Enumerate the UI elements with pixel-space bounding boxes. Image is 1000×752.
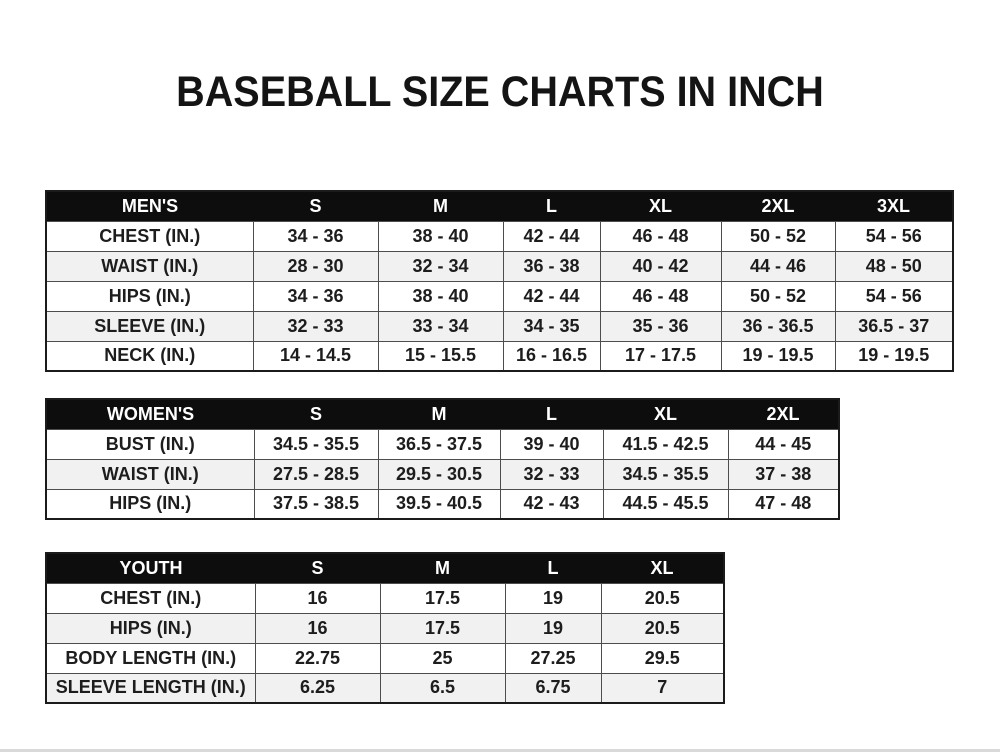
column-header: 2XL — [728, 399, 839, 429]
column-header: S — [253, 191, 378, 221]
size-value-cell: 22.75 — [255, 643, 380, 673]
row-label: HIPS (IN.) — [46, 489, 254, 519]
column-header: L — [503, 191, 600, 221]
size-value-cell: 27.5 - 28.5 — [254, 459, 378, 489]
row-label: HIPS (IN.) — [46, 613, 255, 643]
size-value-cell: 16 — [255, 583, 380, 613]
table-row — [46, 341, 953, 371]
size-value-cell: 54 - 56 — [835, 221, 953, 251]
size-value-cell: 39 - 40 — [500, 429, 603, 459]
size-value-cell: 34 - 35 — [503, 311, 600, 341]
table-row — [46, 673, 724, 703]
table-header-row — [46, 399, 839, 429]
page-title: BASEBALL SIZE CHARTS IN INCH — [176, 68, 824, 116]
column-header: YOUTH — [46, 553, 255, 583]
column-header: S — [254, 399, 378, 429]
size-value-cell: 37.5 - 38.5 — [254, 489, 378, 519]
column-header: L — [505, 553, 601, 583]
size-value-cell: 37 - 38 — [728, 459, 839, 489]
size-value-cell: 48 - 50 — [835, 251, 953, 281]
row-label: WAIST (IN.) — [46, 459, 254, 489]
size-value-cell: 41.5 - 42.5 — [603, 429, 728, 459]
column-header: M — [380, 553, 505, 583]
row-label: SLEEVE (IN.) — [46, 311, 253, 341]
size-value-cell: 46 - 48 — [600, 221, 721, 251]
table-row — [46, 643, 724, 673]
column-header: 2XL — [721, 191, 835, 221]
column-header: M — [378, 399, 500, 429]
row-label: WAIST (IN.) — [46, 251, 253, 281]
size-value-cell: 36.5 - 37 — [835, 311, 953, 341]
size-value-cell: 17.5 — [380, 613, 505, 643]
table-header-row — [46, 553, 724, 583]
size-value-cell: 50 - 52 — [721, 221, 835, 251]
table-row — [46, 221, 953, 251]
table-row — [46, 251, 953, 281]
size-value-cell: 34 - 36 — [253, 221, 378, 251]
row-label: CHEST (IN.) — [46, 221, 253, 251]
row-label: CHEST (IN.) — [46, 583, 255, 613]
size-value-cell: 34.5 - 35.5 — [254, 429, 378, 459]
row-label: NECK (IN.) — [46, 341, 253, 371]
size-value-cell: 29.5 — [601, 643, 724, 673]
size-value-cell: 6.5 — [380, 673, 505, 703]
size-value-cell: 19 — [505, 613, 601, 643]
size-value-cell: 7 — [601, 673, 724, 703]
size-value-cell: 42 - 43 — [500, 489, 603, 519]
size-value-cell: 33 - 34 — [378, 311, 503, 341]
size-value-cell: 20.5 — [601, 583, 724, 613]
table-row — [46, 489, 839, 519]
size-value-cell: 6.75 — [505, 673, 601, 703]
row-label: SLEEVE LENGTH (IN.) — [46, 673, 255, 703]
size-value-cell: 39.5 - 40.5 — [378, 489, 500, 519]
size-value-cell: 42 - 44 — [503, 281, 600, 311]
table-row — [46, 459, 839, 489]
row-label: HIPS (IN.) — [46, 281, 253, 311]
size-value-cell: 38 - 40 — [378, 281, 503, 311]
size-value-cell: 20.5 — [601, 613, 724, 643]
column-header: 3XL — [835, 191, 953, 221]
size-value-cell: 32 - 33 — [500, 459, 603, 489]
size-value-cell: 32 - 34 — [378, 251, 503, 281]
size-value-cell: 47 - 48 — [728, 489, 839, 519]
column-header: WOMEN'S — [46, 399, 254, 429]
size-value-cell: 25 — [380, 643, 505, 673]
table-row — [46, 583, 724, 613]
mens-size-table — [45, 190, 954, 372]
size-value-cell: 50 - 52 — [721, 281, 835, 311]
size-value-cell: 17.5 — [380, 583, 505, 613]
column-header: L — [500, 399, 603, 429]
column-header: XL — [601, 553, 724, 583]
size-value-cell: 54 - 56 — [835, 281, 953, 311]
table-row — [46, 311, 953, 341]
size-value-cell: 15 - 15.5 — [378, 341, 503, 371]
column-header: M — [378, 191, 503, 221]
size-value-cell: 19 - 19.5 — [835, 341, 953, 371]
size-value-cell: 19 — [505, 583, 601, 613]
row-label: BUST (IN.) — [46, 429, 254, 459]
row-label: BODY LENGTH (IN.) — [46, 643, 255, 673]
size-value-cell: 34.5 - 35.5 — [603, 459, 728, 489]
size-value-cell: 40 - 42 — [600, 251, 721, 281]
size-value-cell: 16 — [255, 613, 380, 643]
table-row — [46, 281, 953, 311]
size-value-cell: 42 - 44 — [503, 221, 600, 251]
size-value-cell: 19 - 19.5 — [721, 341, 835, 371]
column-header: S — [255, 553, 380, 583]
column-header: XL — [600, 191, 721, 221]
size-value-cell: 35 - 36 — [600, 311, 721, 341]
size-value-cell: 32 - 33 — [253, 311, 378, 341]
table-row — [46, 429, 839, 459]
table-header-row — [46, 191, 953, 221]
size-value-cell: 36 - 36.5 — [721, 311, 835, 341]
column-header: MEN'S — [46, 191, 253, 221]
size-value-cell: 28 - 30 — [253, 251, 378, 281]
womens-size-table — [45, 398, 840, 520]
size-value-cell: 44 - 46 — [721, 251, 835, 281]
size-value-cell: 6.25 — [255, 673, 380, 703]
size-value-cell: 27.25 — [505, 643, 601, 673]
size-value-cell: 44 - 45 — [728, 429, 839, 459]
youth-size-table — [45, 552, 725, 704]
size-value-cell: 36 - 38 — [503, 251, 600, 281]
size-value-cell: 38 - 40 — [378, 221, 503, 251]
size-value-cell: 16 - 16.5 — [503, 341, 600, 371]
table-row — [46, 613, 724, 643]
size-value-cell: 14 - 14.5 — [253, 341, 378, 371]
size-value-cell: 44.5 - 45.5 — [603, 489, 728, 519]
column-header: XL — [603, 399, 728, 429]
size-value-cell: 46 - 48 — [600, 281, 721, 311]
size-value-cell: 29.5 - 30.5 — [378, 459, 500, 489]
size-value-cell: 34 - 36 — [253, 281, 378, 311]
size-value-cell: 36.5 - 37.5 — [378, 429, 500, 459]
size-value-cell: 17 - 17.5 — [600, 341, 721, 371]
